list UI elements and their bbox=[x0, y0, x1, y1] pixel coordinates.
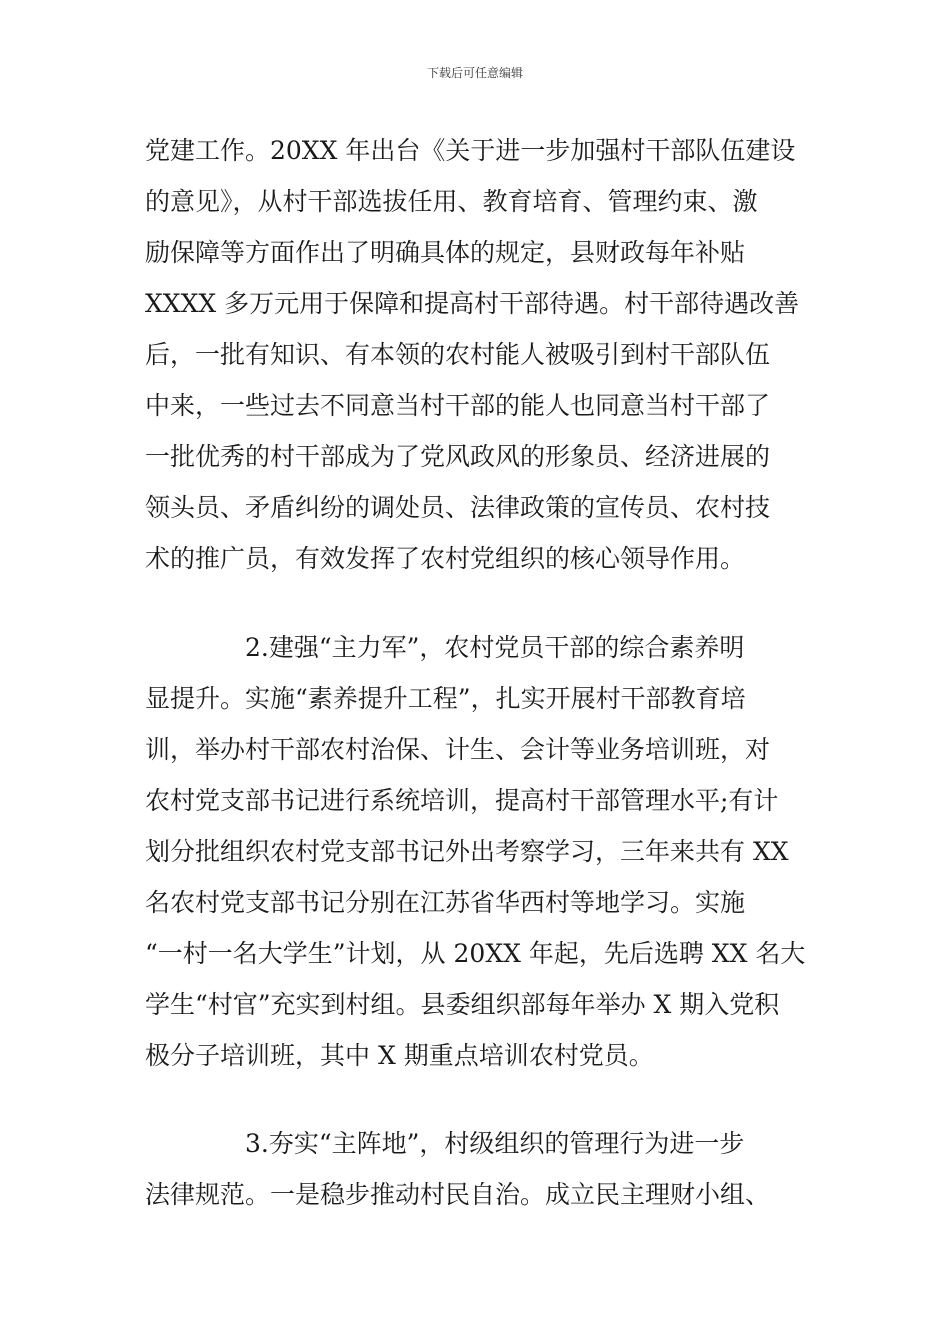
paragraph-line: 一批优秀的村干部成为了党风政风的形象员、经济进展的 bbox=[145, 442, 771, 471]
paragraph-line: 的意见》，从村干部选拔任用、教育培育、管理约束、激 bbox=[145, 187, 758, 216]
paragraph-line: 术的推广员，有效发挥了农村党组织的核心领导作用。 bbox=[145, 544, 746, 573]
paragraph-line: 励保障等方面作出了明确具体的规定，县财政每年补贴 bbox=[145, 238, 746, 267]
paragraph-line: 后，一批有知识、有本领的农村能人被吸引到村干部队伍 bbox=[145, 340, 771, 369]
paragraph-line: 训，举办村干部农村治保、计生、会计等业务培训班，对 bbox=[145, 735, 771, 764]
paragraph-line: 学生“村官”充实到村组。县委组织部每年举办 X 期入党积 bbox=[145, 990, 780, 1019]
paragraph-line: XXXX 多万元用于保障和提高村干部待遇。村干部待遇改善 bbox=[145, 289, 800, 318]
paragraph-2 bbox=[145, 622, 805, 1081]
paragraph-line: 党建工作。20XX 年出台《关于进一步加强村干部队伍建设 bbox=[145, 136, 796, 165]
paragraph-line: 显提升。实施“素养提升工程”，扎实开展村干部教育培 bbox=[145, 684, 746, 713]
paragraph-line: 中来，一些过去不同意当村干部的能人也同意当村干部了 bbox=[145, 391, 771, 420]
paragraph-3 bbox=[145, 1118, 805, 1220]
paragraph-line: 名农村党支部书记分别在江苏省华西村等地学习。实施 bbox=[145, 888, 746, 917]
paragraph-line: 划分批组织农村党支部书记外出考察学习，三年来共有 XX bbox=[145, 837, 789, 866]
paragraph-line: 领头员、矛盾纠纷的调处员、法律政策的宣传员、农村技 bbox=[145, 493, 771, 522]
paragraph-line: 农村党支部书记进行系统培训，提高村干部管理水平;有计 bbox=[145, 786, 779, 815]
page-header: 下载后可任意编辑 bbox=[426, 66, 523, 80]
paragraph-line: 极分子培训班，其中 X 期重点培训农村党员。 bbox=[145, 1041, 654, 1070]
paragraph-line: 3.夯实“主阵地”，村级组织的管理行为进一步 bbox=[245, 1129, 745, 1158]
paragraph-line: “一村一名大学生”计划，从 20XX 年起，先后选聘 XX 名大 bbox=[145, 939, 806, 968]
paragraph-1 bbox=[145, 125, 805, 584]
paragraph-line: 法律规范。一是稳步推动村民自治。成立民主理财小组、 bbox=[145, 1180, 771, 1209]
paragraph-line: 2.建强“主力军”，农村党员干部的综合素养明 bbox=[245, 633, 745, 662]
